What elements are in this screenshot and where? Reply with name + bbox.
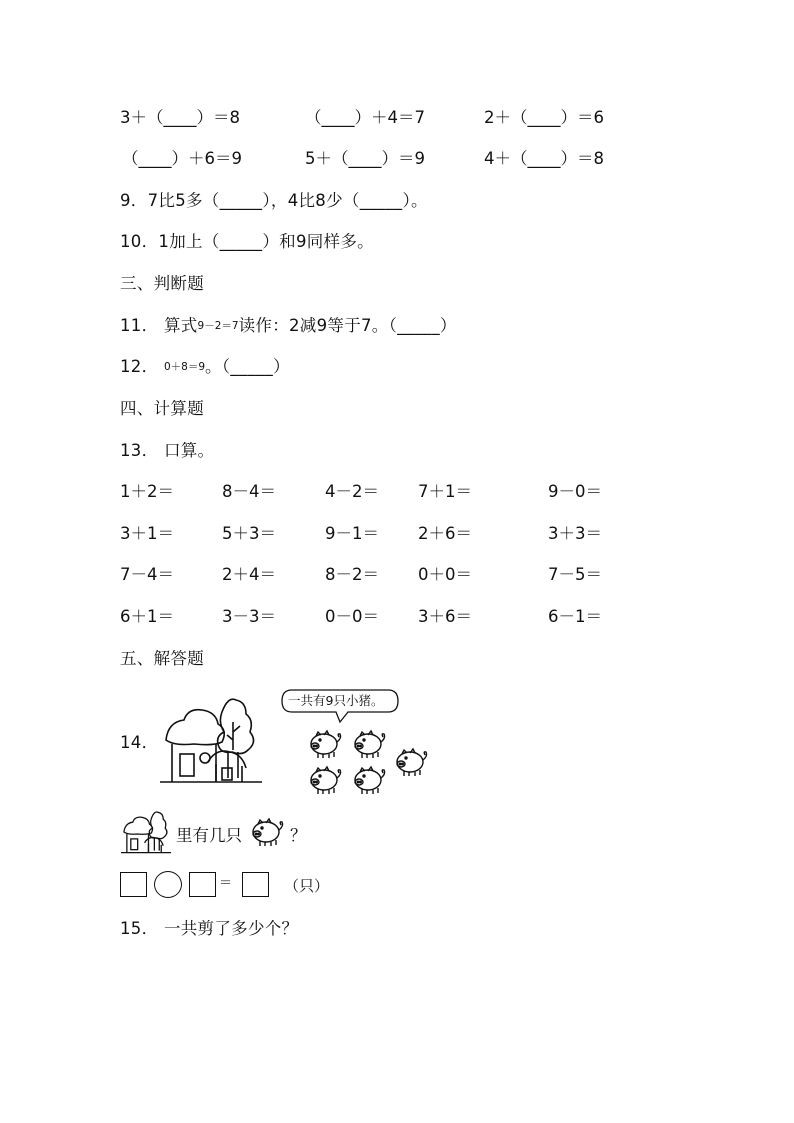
calc-item: 7－5＝ <box>548 565 602 584</box>
question-12 <box>120 356 290 378</box>
question-11-suffix: 读作：2减9等于7。（_____） <box>238 316 457 335</box>
section-title-judgement: 三、判断题 <box>120 274 204 293</box>
question-10: 10．1加上（_____）和9同样多。 <box>120 232 374 251</box>
speech-bubble-text: 一共有9只小猪。 <box>288 693 384 708</box>
question-11 <box>120 315 457 337</box>
house-trees-icon <box>158 692 268 788</box>
calc-item: 9－0＝ <box>548 482 602 501</box>
calc-item: 6＋1＝ <box>120 607 174 626</box>
pig-icon <box>350 728 390 762</box>
section-title-calculation: 四、计算题 <box>120 399 204 418</box>
question-14-label: 14． <box>120 733 159 752</box>
question-15: 15． 一共剪了多少个？ <box>120 919 299 938</box>
fill-item: 4＋（____）＝8 <box>484 149 604 168</box>
calc-item: 7＋1＝ <box>418 482 472 501</box>
question-11-formula: 9－2＝7 <box>197 320 239 332</box>
fill-item: （____）＋4＝7 <box>305 108 425 127</box>
answer-box[interactable] <box>189 872 216 897</box>
calc-item: 7－4＝ <box>120 565 174 584</box>
pig-icon <box>350 764 390 798</box>
unit-label: （只） <box>284 877 330 895</box>
calc-item: 6－1＝ <box>548 607 602 626</box>
pig-icon <box>248 816 288 850</box>
pig-icon <box>392 746 432 780</box>
fill-item: 2＋（____）＝6 <box>484 108 604 127</box>
fill-item: 3＋（____）＝8 <box>120 108 240 127</box>
question-12-suffix: 。（_____） <box>205 357 290 376</box>
calc-item: 8－2＝ <box>325 565 379 584</box>
calc-item: 3－3＝ <box>222 607 276 626</box>
calc-item: 9－1＝ <box>325 524 379 543</box>
question-14-mark: ？ <box>290 826 307 845</box>
question-12-formula: 0＋8＝9 <box>163 361 205 373</box>
calc-item: 5＋3＝ <box>222 524 276 543</box>
operator-circle[interactable] <box>154 871 182 898</box>
calc-item: 4－2＝ <box>325 482 379 501</box>
calc-item: 8－4＝ <box>222 482 276 501</box>
calc-item: 3＋3＝ <box>548 524 602 543</box>
calc-item: 0－0＝ <box>325 607 379 626</box>
calc-item: 2＋4＝ <box>222 565 276 584</box>
calc-item: 3＋1＝ <box>120 524 174 543</box>
house-trees-icon <box>120 808 174 856</box>
answer-box[interactable] <box>242 872 269 897</box>
pig-icon <box>306 764 346 798</box>
question-12-prefix: 12． <box>120 357 159 376</box>
calc-item: 2＋6＝ <box>418 524 472 543</box>
fill-item: （____）＋6＝9 <box>122 149 242 168</box>
question-13: 13． 口算。 <box>120 441 215 460</box>
fill-item: 5＋（____）＝9 <box>305 149 425 168</box>
question-11-prefix: 11． 算式 <box>120 316 198 335</box>
equals-sign: ＝ <box>219 876 233 891</box>
question-14-text: 里有几只 <box>176 826 242 845</box>
calc-item: 0＋0＝ <box>418 565 472 584</box>
pig-icon <box>306 728 346 762</box>
section-title-word-problems: 五、解答题 <box>120 649 204 668</box>
answer-box[interactable] <box>120 872 147 897</box>
calc-item: 1＋2＝ <box>120 482 174 501</box>
question-9: 9．7比5多（_____），4比8少（_____）。 <box>120 191 428 210</box>
calc-item: 3＋6＝ <box>418 607 472 626</box>
